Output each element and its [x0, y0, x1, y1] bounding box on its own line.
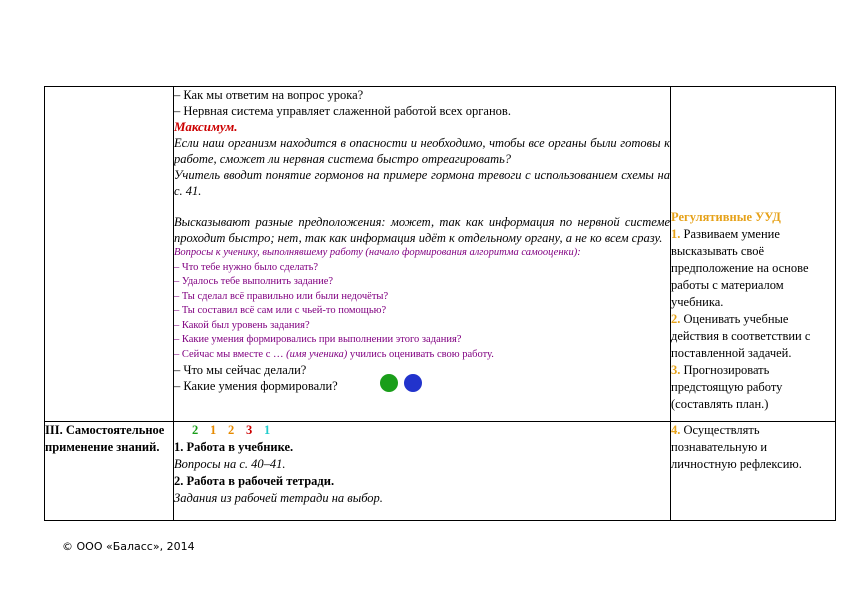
table-row	[45, 87, 836, 422]
uud-cell: 4. Осуществлять познавательную и личностную рефлексию.	[671, 422, 836, 521]
teacher-line: – Что мы сейчас делали?	[174, 363, 307, 377]
stage-cell	[45, 87, 174, 422]
task-textbook: 1. Работа в учебнике.	[174, 440, 294, 454]
difficulty-levels: 2 1 2 3 1	[192, 423, 271, 437]
teacher-line: – Как мы ответим на вопрос урока?	[174, 88, 364, 102]
blue-circle-icon	[404, 374, 422, 392]
uud-cell	[671, 87, 836, 422]
question-paragraph: Если наш организм находится в опасности и необходимо, чтобы все органы были готовы к работе, сможет ли нервная система быстро отреагировать?	[174, 136, 670, 166]
question-item: – Ты составил всё сам или с чьей-то помощью?	[174, 305, 387, 316]
question-item: – Какой был уровень задания?	[174, 319, 310, 331]
lesson-table	[44, 86, 836, 521]
teacher-line-with-dots: – Какие умения формировали?	[174, 378, 670, 394]
question-item: – Какие умения формировались при выполнении этого задания?	[174, 334, 462, 345]
uud-item: 3. Прогнозировать предстоящую работу (составлять план.)	[671, 363, 783, 411]
table-row	[45, 422, 836, 521]
task-textbook-detail: Вопросы на с. 40–41.	[174, 457, 286, 471]
uud-item: 2. Оценивать учебные действия в соответствии с поставленной задачей.	[671, 312, 811, 360]
question-item: – Удалось тебе выполнить задание?	[174, 276, 334, 287]
green-circle-icon	[380, 374, 398, 392]
task-workbook: 2. Работа в рабочей тетради.	[174, 474, 335, 488]
task-workbook-detail: Задания из рабочей тетради на выбор.	[174, 491, 383, 505]
question-item: – Сейчас мы вместе с … (имя ученика) учились оценивать свою работу.	[174, 348, 494, 360]
questions-intro: Вопросы к ученику, выполнявшему работу (начало формирования алгоритма самооценки):	[174, 247, 581, 258]
activity-cell	[174, 87, 671, 422]
uud-title: Регулятивные УУД	[671, 210, 781, 224]
answers-paragraph: Высказывают разные предположения: может, так как информация по нервной системе проходит быстро; нет, так как информация идёт к отдельному органу, а не ко всем сразу.	[174, 215, 670, 245]
teacher-paragraph: Учитель вводит понятие гормонов на примере гормона тревоги с использованием схемы на с. 41.	[174, 168, 670, 198]
copyright-footer: © ООО «Баласс», 2014	[62, 540, 195, 553]
question-item: – Ты сделал всё правильно или были недочёты?	[174, 290, 389, 302]
stage-title: III. Самостоятельное применение знаний.	[45, 422, 174, 521]
activity-cell	[174, 422, 671, 521]
maximum-heading: Максимум.	[174, 119, 238, 134]
uud-item: 1. Развиваем умение высказывать своё предположение на основе работы с материалом учебника.	[671, 227, 809, 309]
question-item: – Что тебе нужно было сделать?	[174, 261, 319, 273]
self-assessment-questions	[174, 246, 670, 362]
teacher-line: – Нервная система управляет слаженной работой всех органов.	[174, 104, 511, 118]
